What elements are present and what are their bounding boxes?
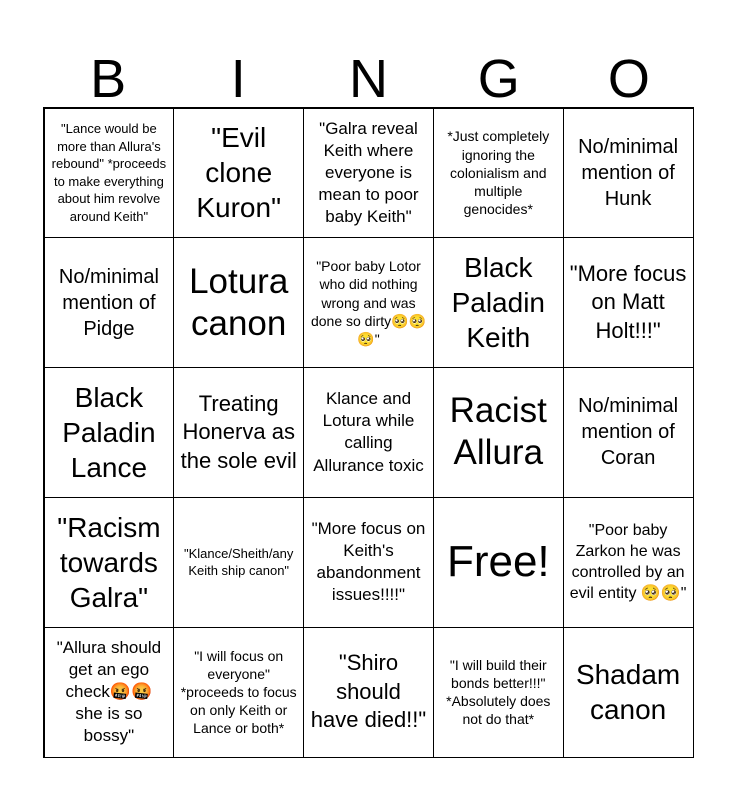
bingo-cell[interactable] — [303, 627, 434, 758]
bingo-cell[interactable] — [303, 237, 434, 368]
cell-text: "Poor baby Lotor who did nothing wrong and was done so dirty🥺🥺🥺" — [310, 258, 426, 347]
bingo-cell[interactable] — [563, 497, 694, 628]
cell-text: "Evil clone Kuron" — [196, 122, 282, 224]
bingo-cell[interactable] — [433, 367, 564, 498]
bingo-cell[interactable] — [303, 497, 434, 628]
bingo-cell[interactable] — [563, 627, 694, 758]
bingo-cell[interactable] — [173, 108, 304, 239]
bingo-card-grid — [43, 107, 694, 758]
bingo-cell[interactable] — [433, 627, 564, 758]
cell-text: "Galra reveal Keith where everyone is mean to poor baby Keith" — [318, 118, 419, 227]
title-letter-b: B — [90, 49, 127, 109]
bingo-cell[interactable] — [44, 627, 175, 758]
bingo-cell[interactable] — [173, 237, 304, 368]
bingo-cell[interactable] — [173, 497, 304, 628]
bingo-cell[interactable] — [173, 367, 304, 498]
bingo-cell[interactable] — [303, 367, 434, 498]
cell-text: "I will focus on everyone" *proceeds to focus on only Keith or Lance or both* — [180, 647, 297, 737]
bingo-cell[interactable] — [303, 108, 434, 239]
cell-text: "I will build their bonds better!!!" *Absolutely does not do that* — [446, 656, 551, 728]
bingo-cell[interactable] — [44, 108, 175, 239]
cell-text: Black Paladin Keith — [451, 252, 545, 354]
cell-text: *Just completely ignoring the colonialism and multiple genocides* — [447, 128, 550, 218]
bingo-cell[interactable] — [563, 367, 694, 498]
bingo-cell[interactable] — [563, 108, 694, 239]
bingo-cell[interactable] — [44, 237, 175, 368]
title-letter-i: I — [230, 49, 246, 109]
cell-text: "Shiro should have died!!" — [310, 650, 427, 733]
title-letter-g: G — [477, 49, 520, 109]
cell-text: Klance and Lotura while calling Allurance toxic — [313, 389, 424, 475]
cell-text: Free! — [446, 536, 550, 586]
bingo-title — [43, 44, 694, 114]
cell-text: Racist Allura — [449, 391, 547, 473]
cell-text: Lotura canon — [189, 261, 289, 343]
title-letter-n: N — [348, 49, 388, 109]
cell-text: Treating Honerva as the sole evil — [180, 390, 297, 473]
cell-text: "Poor baby Zarkon he was controlled by an evil entity 🥺🥺" — [569, 522, 687, 603]
cell-text: "Lance would be more than Allura's rebound" *proceeds to make everything about him revolve around Keith" — [51, 121, 167, 224]
bingo-cell[interactable] — [173, 627, 304, 758]
cell-text: "Klance/Sheith/any Keith ship canon" — [183, 545, 294, 579]
cell-text: Black Paladin Lance — [62, 381, 156, 483]
cell-text: "Racism towards Galra" — [57, 511, 161, 613]
bingo-cell[interactable] — [433, 237, 564, 368]
bingo-cell[interactable] — [44, 367, 175, 498]
cell-text: No/minimal mention of Pidge — [58, 265, 159, 340]
cell-text: "Allura should get an ego check🤬🤬 she is so bossy" — [56, 637, 162, 746]
cell-text: Shadam canon — [575, 659, 681, 726]
bingo-cell[interactable] — [433, 108, 564, 239]
cell-text: "More focus on Matt Holt!!!" — [569, 260, 687, 343]
title-letter-o: O — [607, 49, 650, 109]
cell-text: No/minimal mention of Hunk — [578, 135, 679, 210]
bingo-cell[interactable] — [44, 497, 175, 628]
cell-text: "More focus on Keith's abandonment issues!!!!" — [311, 519, 426, 605]
free-space-cell[interactable] — [433, 497, 564, 628]
cell-text: No/minimal mention of Coran — [578, 395, 679, 470]
bingo-cell[interactable] — [563, 237, 694, 368]
